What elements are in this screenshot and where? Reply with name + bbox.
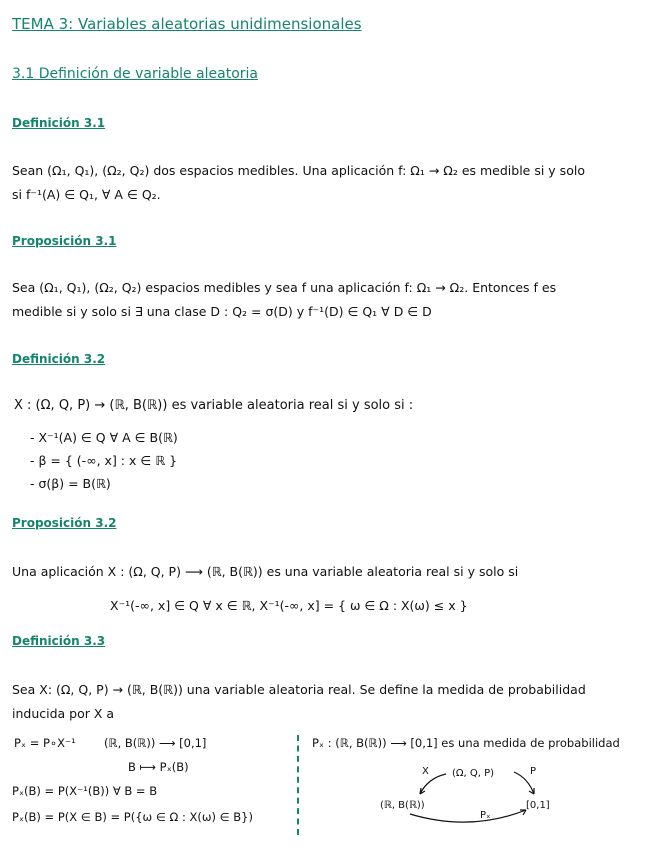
induced-measure-map: B ⟼ Pₓ(B): [128, 760, 189, 774]
diagram-top-node: (Ω, Q, P): [452, 768, 495, 779]
induced-measure-formula-2: Pₓ(B) = P(X ∈ B) = P({ω ∈ Ω : X(ω) ∈ B}): [12, 810, 253, 824]
definition-3-2-bullet: - σ(β) = B(ℝ): [30, 476, 111, 491]
definition-3-2-heading: Definición 3.2: [12, 352, 106, 366]
probability-measure-statement: Pₓ : (ℝ, B(ℝ)) ⟶ [0,1] es una medida de probabilidad: [312, 736, 620, 750]
definition-3-3-line-2: inducida por X a: [12, 706, 115, 721]
definition-3-1-line-2: si f⁻¹(A) ∈ Q₁, ∀ A ∈ Q₂.: [12, 187, 161, 202]
definition-3-2-line-1: X : (Ω, Q, P) → (ℝ, B(ℝ)) es variable aleatoria real si y solo si :: [14, 398, 414, 413]
page-title: TEMA 3: Variables aleatorias unidimensionales: [12, 15, 362, 33]
diagram-bottom-left-node: (ℝ, B(ℝ)): [380, 800, 425, 811]
induced-measure-domain: (ℝ, B(ℝ)) ⟶ [0,1]: [104, 736, 207, 750]
proposition-3-2-line-2: X⁻¹(-∞, x] ∈ Q ∀ x ∈ ℝ, X⁻¹(-∞, x] = { ω ∈ Ω : X(ω) ≤ x }: [110, 598, 468, 613]
definition-3-3-line-1: Sea X: (Ω, Q, P) → (ℝ, B(ℝ)) una variable aleatoria real. Se define la medida de probabilidad: [12, 682, 586, 697]
definition-3-1-line-1: Sean (Ω₁, Q₁), (Ω₂, Q₂) dos espacios medibles. Una aplicación f: Ω₁ → Ω₂ es medible si y solo: [12, 163, 585, 178]
section-heading: 3.1 Definición de variable aleatoria: [12, 66, 258, 82]
proposition-3-1-line-2: medible si y solo si ∃ una clase D : Q₂ = σ(D) y f⁻¹(D) ∈ Q₁ ∀ D ∈ D: [12, 304, 432, 319]
proposition-3-2-line-1: Una aplicación X : (Ω, Q, P) ⟶ (ℝ, B(ℝ)) es una variable aleatoria real si y solo si: [12, 564, 519, 579]
definition-3-2-bullet: - β = { (-∞, x] : x ∈ ℝ }: [30, 453, 178, 468]
diagram-bottom-right-node: [0,1]: [526, 800, 550, 811]
commutative-diagram: [380, 760, 580, 830]
induced-measure-def: Pₓ = P∘X⁻¹: [14, 736, 76, 750]
proposition-3-2-heading: Proposición 3.2: [12, 516, 117, 530]
column-divider: [297, 735, 299, 835]
diagram-label-p: P: [530, 766, 537, 777]
definition-3-2-bullet: - X⁻¹(A) ∈ Q ∀ A ∈ B(ℝ): [30, 430, 178, 445]
definition-3-3-heading: Definición 3.3: [12, 634, 106, 648]
proposition-3-1-heading: Proposición 3.1: [12, 234, 117, 248]
diagram-label-x: X: [422, 766, 429, 777]
diagram-label-px: Pₓ: [480, 810, 491, 821]
proposition-3-1-line-1: Sea (Ω₁, Q₁), (Ω₂, Q₂) espacios medibles y sea f una aplicación f: Ω₁ → Ω₂. Entonces f es: [12, 280, 557, 295]
induced-measure-formula-1: Pₓ(B) = P(X⁻¹(B)) ∀ B = B: [12, 784, 158, 798]
arrow-px: [410, 810, 526, 822]
definition-3-1-heading: Definición 3.1: [12, 116, 106, 130]
